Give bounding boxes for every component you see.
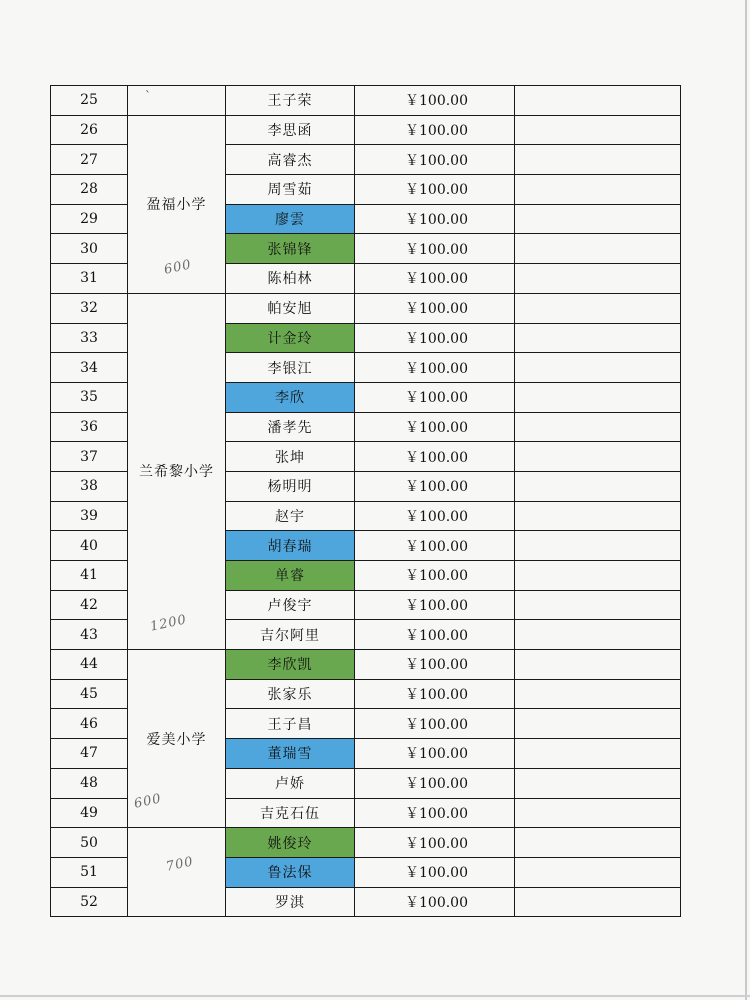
amount-cell <box>355 828 515 858</box>
handwritten-subtotal-note: 600 <box>132 791 164 812</box>
student-name: 卢俊宇 <box>226 590 355 620</box>
row-number: 34 <box>51 353 128 383</box>
remarks-cell <box>515 650 681 680</box>
remarks-cell <box>515 442 681 472</box>
remarks-cell <box>515 857 681 887</box>
school-group-cell <box>128 86 226 116</box>
row-number: 44 <box>51 650 128 680</box>
remarks-cell <box>515 382 681 412</box>
amount-cell <box>355 857 515 887</box>
table-row <box>51 650 681 680</box>
amount-value: ￥100.00 <box>405 657 468 674</box>
amount-cell <box>355 175 515 205</box>
student-name: 卢娇 <box>226 768 355 798</box>
amount-value: ￥100.00 <box>405 271 468 288</box>
row-number: 32 <box>51 293 128 323</box>
remarks-cell <box>515 620 681 650</box>
amount-cell <box>355 739 515 769</box>
amount-cell <box>355 887 515 917</box>
amount-value: ￥100.00 <box>405 212 468 229</box>
amount-value: ￥100.00 <box>405 835 468 852</box>
student-name: 王子昌 <box>226 709 355 739</box>
school-name: 兰希黎小学 <box>139 464 214 481</box>
student-name: 杨明明 <box>226 471 355 501</box>
amount-value: ￥100.00 <box>405 716 468 733</box>
amount-cell <box>355 264 515 294</box>
table-row <box>51 115 681 145</box>
remarks-cell <box>515 798 681 828</box>
amount-cell <box>355 679 515 709</box>
student-name: 鲁法保 <box>226 857 355 887</box>
amount-value: ￥100.00 <box>405 93 468 110</box>
remarks-cell <box>515 709 681 739</box>
amount-cell <box>355 590 515 620</box>
amount-value: ￥100.00 <box>405 865 468 882</box>
amount-cell <box>355 442 515 472</box>
row-number: 46 <box>51 709 128 739</box>
remarks-cell <box>515 471 681 501</box>
student-name: 李思函 <box>226 115 355 145</box>
remarks-cell <box>515 175 681 205</box>
row-number: 49 <box>51 798 128 828</box>
remarks-cell <box>515 86 681 116</box>
scan-edge-bottom <box>0 995 750 997</box>
remarks-cell <box>515 561 681 591</box>
remarks-cell <box>515 353 681 383</box>
student-name: 周雪茹 <box>226 175 355 205</box>
student-name: 张锦锋 <box>226 234 355 264</box>
school-name: 盈福小学 <box>146 197 207 214</box>
student-name: 王子荣 <box>226 86 355 116</box>
scan-edge-right <box>745 0 747 1000</box>
amount-cell <box>355 234 515 264</box>
amount-value: ￥100.00 <box>405 479 468 496</box>
remarks-cell <box>515 679 681 709</box>
remarks-cell <box>515 204 681 234</box>
amount-value: ￥100.00 <box>405 508 468 525</box>
amount-value: ￥100.00 <box>405 449 468 466</box>
student-name: 计金玲 <box>226 323 355 353</box>
row-number: 52 <box>51 887 128 917</box>
row-number: 42 <box>51 590 128 620</box>
remarks-cell <box>515 323 681 353</box>
amount-value: ￥100.00 <box>405 419 468 436</box>
allowance-table <box>50 85 681 917</box>
row-number: 33 <box>51 323 128 353</box>
amount-cell <box>355 382 515 412</box>
amount-value: ￥100.00 <box>405 301 468 318</box>
student-name: 张坤 <box>226 442 355 472</box>
row-number: 45 <box>51 679 128 709</box>
row-number: 51 <box>51 857 128 887</box>
table-body <box>51 86 681 917</box>
student-name: 董瑞雪 <box>226 739 355 769</box>
amount-cell <box>355 145 515 175</box>
amount-value: ￥100.00 <box>405 894 468 911</box>
amount-value: ￥100.00 <box>405 538 468 555</box>
amount-cell <box>355 531 515 561</box>
remarks-cell <box>515 412 681 442</box>
student-name: 罗淇 <box>226 887 355 917</box>
amount-value: ￥100.00 <box>405 390 468 407</box>
student-name: 胡春瑞 <box>226 531 355 561</box>
remarks-cell <box>515 501 681 531</box>
amount-cell <box>355 293 515 323</box>
amount-value: ￥100.00 <box>405 123 468 140</box>
amount-value: ￥100.00 <box>405 687 468 704</box>
amount-value: ￥100.00 <box>405 568 468 585</box>
remarks-cell <box>515 264 681 294</box>
amount-value: ￥100.00 <box>405 805 468 822</box>
amount-value: ￥100.00 <box>405 360 468 377</box>
school-group-cell <box>128 650 226 828</box>
student-name: 帕安旭 <box>226 293 355 323</box>
remarks-cell <box>515 531 681 561</box>
student-name: 李欣凯 <box>226 650 355 680</box>
amount-cell <box>355 561 515 591</box>
row-number: 47 <box>51 739 128 769</box>
row-number: 26 <box>51 115 128 145</box>
remarks-cell <box>515 887 681 917</box>
row-number: 25 <box>51 86 128 116</box>
row-number: 50 <box>51 828 128 858</box>
remarks-cell <box>515 768 681 798</box>
remarks-cell <box>515 145 681 175</box>
school-group-cell <box>128 293 226 649</box>
amount-cell <box>355 501 515 531</box>
student-name: 高睿杰 <box>226 145 355 175</box>
student-name: 陈柏林 <box>226 264 355 294</box>
remarks-cell <box>515 739 681 769</box>
remarks-cell <box>515 590 681 620</box>
table-row <box>51 86 681 116</box>
table-row <box>51 293 681 323</box>
row-number: 43 <box>51 620 128 650</box>
handwritten-subtotal-note: 700 <box>164 854 196 875</box>
amount-value: ￥100.00 <box>405 330 468 347</box>
student-name: 李欣 <box>226 382 355 412</box>
row-number: 28 <box>51 175 128 205</box>
remarks-cell <box>515 293 681 323</box>
student-name: 单睿 <box>226 561 355 591</box>
row-number: 29 <box>51 204 128 234</box>
amount-value: ￥100.00 <box>405 776 468 793</box>
student-name: 姚俊玲 <box>226 828 355 858</box>
row-number: 40 <box>51 531 128 561</box>
remarks-cell <box>515 828 681 858</box>
amount-cell <box>355 86 515 116</box>
student-name: 廖雲 <box>226 204 355 234</box>
row-number: 36 <box>51 412 128 442</box>
row-number: 37 <box>51 442 128 472</box>
amount-cell <box>355 412 515 442</box>
student-name: 赵宇 <box>226 501 355 531</box>
row-number: 35 <box>51 382 128 412</box>
amount-cell <box>355 115 515 145</box>
amount-cell <box>355 323 515 353</box>
student-name: 李银江 <box>226 353 355 383</box>
school-group-cell <box>128 115 226 293</box>
student-name: 张家乐 <box>226 679 355 709</box>
amount-cell <box>355 204 515 234</box>
amount-value: ￥100.00 <box>405 241 468 258</box>
amount-cell <box>355 471 515 501</box>
handwritten-subtotal-note: 600 <box>162 257 194 278</box>
student-name: 吉尔阿里 <box>226 620 355 650</box>
row-number: 38 <box>51 471 128 501</box>
remarks-cell <box>515 115 681 145</box>
amount-cell <box>355 353 515 383</box>
amount-cell <box>355 650 515 680</box>
table-row <box>51 828 681 858</box>
amount-cell <box>355 709 515 739</box>
amount-value: ￥100.00 <box>405 152 468 169</box>
student-name: 吉克石伍 <box>226 798 355 828</box>
row-number: 27 <box>51 145 128 175</box>
amount-cell <box>355 798 515 828</box>
row-number: 48 <box>51 768 128 798</box>
amount-value: ￥100.00 <box>405 182 468 199</box>
student-name: 潘孝先 <box>226 412 355 442</box>
amount-cell <box>355 768 515 798</box>
amount-value: ￥100.00 <box>405 746 468 763</box>
school-group-cell <box>128 828 226 917</box>
handwritten-subtotal-note: 1200 <box>148 612 189 635</box>
row-number: 39 <box>51 501 128 531</box>
row-number: 31 <box>51 264 128 294</box>
amount-value: ￥100.00 <box>405 627 468 644</box>
school-name: 爱美小学 <box>146 731 207 748</box>
amount-value: ￥100.00 <box>405 598 468 615</box>
pen-mark: ` <box>145 89 152 103</box>
row-number: 30 <box>51 234 128 264</box>
remarks-cell <box>515 234 681 264</box>
row-number: 41 <box>51 561 128 591</box>
amount-cell <box>355 620 515 650</box>
